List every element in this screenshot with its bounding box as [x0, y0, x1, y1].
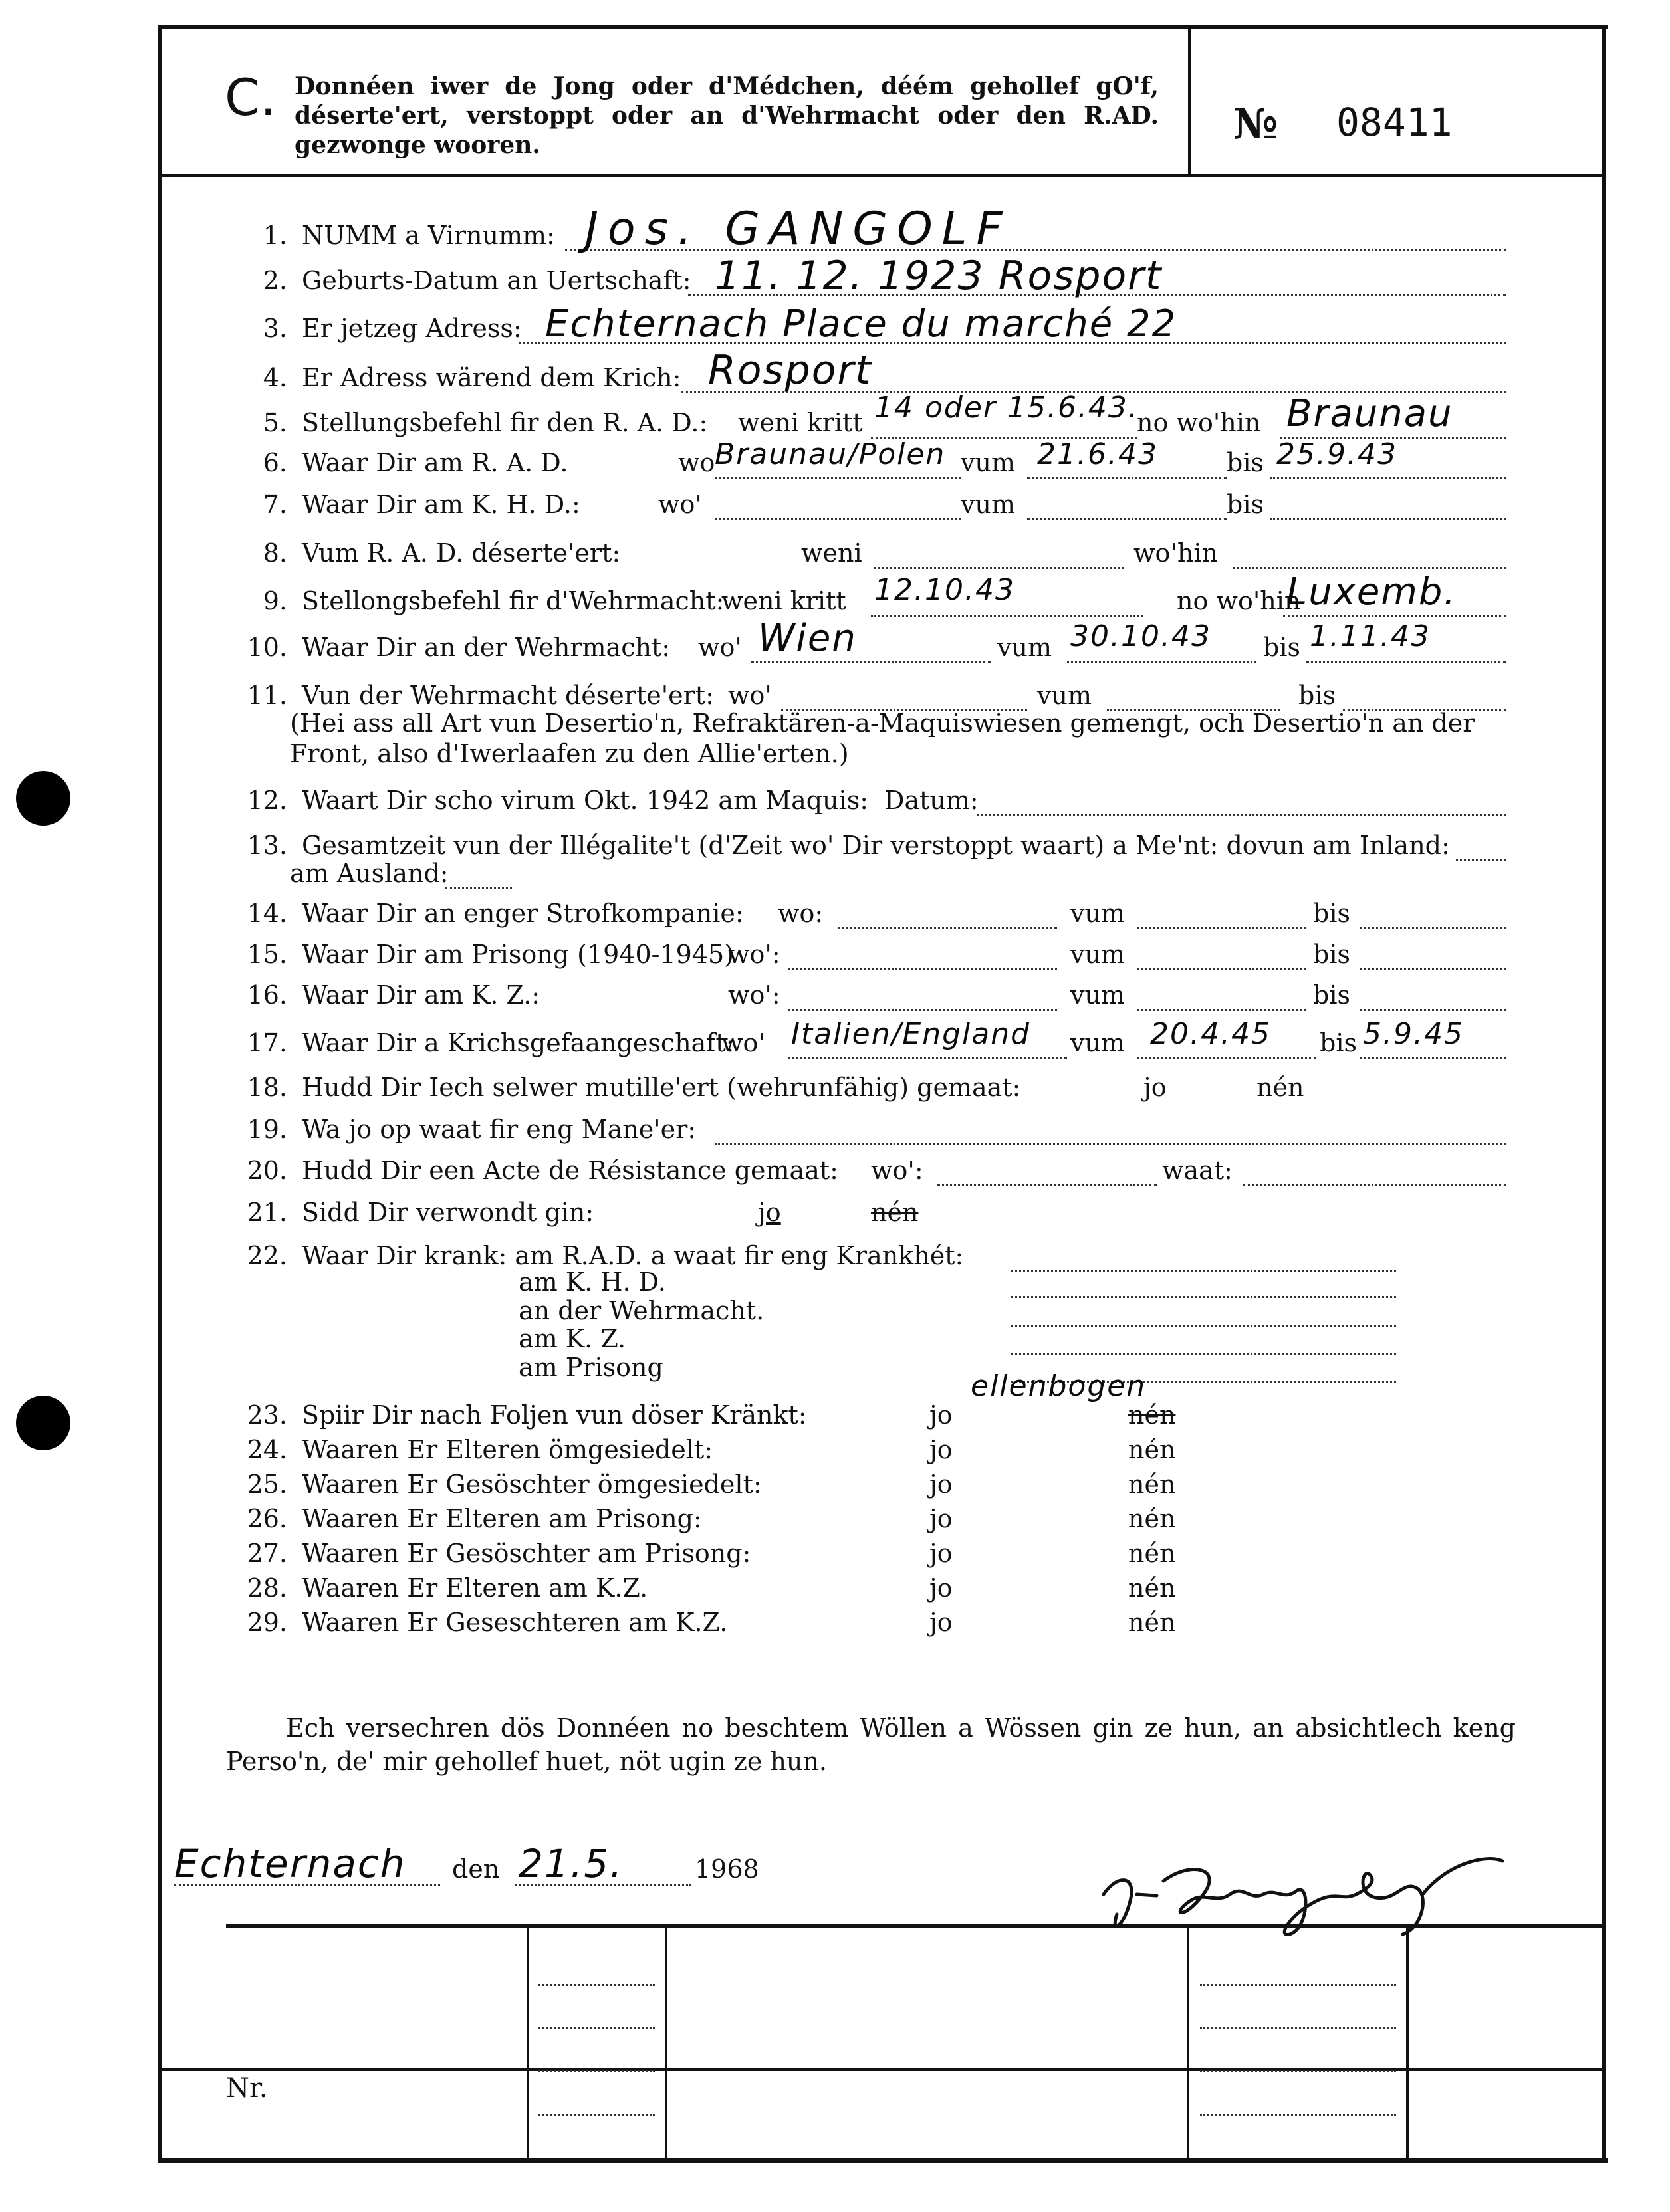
row-6 [226, 447, 568, 479]
row-number: 21. [247, 1198, 287, 1227]
fill-line [1243, 1184, 1506, 1186]
row-number: 27. [247, 1539, 287, 1568]
row-label: Waart Dir scho virum Okt. 1942 am Maquis: [302, 786, 869, 815]
signing-place[interactable]: Echternach [174, 1841, 406, 1886]
fill-line [1067, 661, 1256, 663]
row-number: 26. [247, 1504, 287, 1533]
jo-option[interactable]: jo [929, 1435, 953, 1464]
waat-label: waat: [1162, 1156, 1233, 1185]
nen-option[interactable]: nén [1128, 1608, 1176, 1637]
bis-label: bis [1227, 448, 1264, 477]
row-5 [226, 407, 707, 439]
captivity-from-value[interactable]: 20.4.45 [1150, 1017, 1271, 1051]
fill-line [788, 1057, 1067, 1059]
year-label: 1968 [695, 1854, 759, 1884]
row-20 [226, 1155, 838, 1186]
row-number: 5. [263, 408, 287, 437]
footer-column-line [1187, 1924, 1189, 2160]
vum-label: vum [1070, 940, 1125, 969]
nen-option[interactable]: nén [1128, 1504, 1176, 1533]
row-label: Geburts-Datum an Uertschaft: [302, 266, 691, 295]
fill-line [871, 615, 1143, 617]
fill-line [1011, 1325, 1396, 1327]
frame-left-border [158, 25, 162, 2162]
vum-label: vum [1070, 899, 1125, 928]
wehrmacht-place-value[interactable]: Wien [758, 617, 857, 660]
section-heading: Donnéen iwer de Jong oder d'Médchen, déém gehollef gO'f, déserte'ert, verstoppt oder an d'Wehrmacht oder den R.AD. gezwonge wooren. [295, 72, 1159, 159]
wohin-label: no wo'hin [1137, 408, 1261, 437]
fill-line [1200, 2114, 1396, 2116]
row-number: 15. [247, 940, 287, 969]
fill-line [1137, 927, 1306, 929]
punch-hole [16, 771, 70, 826]
vum-label: vum [961, 490, 1015, 519]
wehrmacht-to-value[interactable]: 1.11.43 [1310, 619, 1431, 653]
rad-from-value[interactable]: 21.6.43 [1037, 437, 1158, 471]
nen-option[interactable]: nén [1128, 1400, 1176, 1430]
vum-label: vum [1070, 1028, 1125, 1057]
row-number: 6. [263, 448, 287, 477]
row-16 [226, 979, 540, 1011]
row-label: Waar Dir am Prisong (1940-1945) [302, 940, 734, 969]
nen-option[interactable]: nén [1128, 1573, 1176, 1603]
wo-label: wo' [658, 490, 702, 519]
fill-line [538, 1984, 655, 1986]
address-value[interactable]: Echternach Place du marché 22 [545, 302, 1177, 346]
fill-line [174, 1884, 440, 1886]
fill-line [1270, 477, 1506, 479]
birth-value[interactable]: 11. 12. 1923 Rosport [715, 253, 1163, 299]
footer-column-line [1406, 1924, 1409, 2160]
row-17 [226, 1027, 734, 1059]
fill-line [1011, 1353, 1396, 1355]
fill-line [1233, 567, 1506, 569]
row-label: Waaren Er Elteren am K.Z. [302, 1573, 648, 1603]
jo-option[interactable]: jo [929, 1400, 953, 1430]
row-label: Er jetzeg Adress: [302, 314, 522, 343]
bis-label: bis [1320, 1028, 1357, 1057]
nr-label: Nr. [226, 2073, 268, 2104]
fill-line [1137, 1009, 1306, 1011]
row-label: Spiir Dir nach Foljen vun döser Kränkt: [302, 1400, 807, 1430]
row-number: 23. [247, 1400, 287, 1430]
row-8 [226, 537, 620, 569]
jo-option[interactable]: jo [929, 1608, 953, 1637]
header-number-divider [1188, 25, 1191, 177]
vum-label: vum [997, 633, 1052, 662]
fill-line [1200, 2027, 1396, 2029]
jo-option[interactable]: jo [929, 1573, 953, 1603]
fill-line [1283, 615, 1506, 617]
row-number: 29. [247, 1608, 287, 1637]
row-number: 1. [263, 221, 287, 250]
row-29 [226, 1606, 727, 1638]
row-number: 20. [247, 1156, 287, 1185]
row-21 [226, 1196, 594, 1228]
frame-top-border [158, 25, 1608, 29]
row-13 [226, 830, 1450, 861]
fill-line [715, 1143, 1506, 1145]
fill-line [1360, 927, 1506, 929]
frame-bottom-border [158, 2158, 1608, 2163]
fill-line [715, 518, 961, 520]
fill-line [1011, 1270, 1396, 1272]
row-label: Er Adress wärend dem Krich: [302, 363, 681, 392]
row-number: 28. [247, 1573, 287, 1603]
weni-label: weni kritt [721, 586, 846, 615]
fill-line [1360, 1009, 1506, 1011]
fill-line [1360, 1057, 1506, 1059]
row-14 [226, 897, 744, 929]
row-9 [226, 585, 724, 617]
signing-date[interactable]: 21.5. [519, 1841, 624, 1886]
row-12 [226, 784, 868, 816]
wohin-label: wo'hin [1133, 538, 1218, 568]
weni-label: weni [801, 538, 862, 568]
jo-option[interactable]: jo [929, 1470, 953, 1499]
fill-line [1306, 661, 1506, 663]
row-number: 7. [263, 490, 287, 519]
row-label: Waar Dir an der Wehrmacht: [302, 633, 671, 662]
fill-line [1027, 518, 1227, 520]
row-label: Waaren Er Geseschteren am K.Z. [302, 1608, 728, 1637]
fill-line [977, 814, 1506, 816]
fill-line [1200, 1984, 1396, 1986]
fill-line [788, 968, 1057, 970]
row-2 [226, 265, 691, 296]
row-27 [226, 1537, 751, 1569]
row-label: Waar Dir am R. A. D. [302, 448, 568, 477]
bis-label: bis [1227, 490, 1264, 519]
den-label: den [452, 1854, 500, 1884]
row-number: 19. [247, 1115, 287, 1144]
row-number: 13. [247, 831, 287, 860]
illness-sub-khd: am K. H. D. [519, 1268, 666, 1297]
fill-line [1027, 477, 1227, 479]
fill-line [1137, 1057, 1316, 1059]
wohin-label: no wo'hin [1177, 586, 1301, 615]
illness-sub-wehrmacht: an der Wehrmacht. [519, 1296, 765, 1325]
jo-option[interactable]: jo [929, 1539, 953, 1568]
section-letter: C. [225, 68, 277, 127]
fill-line [445, 887, 512, 889]
row-label: Waar Dir am K. H. D.: [302, 490, 580, 519]
nen-option[interactable]: nén [1128, 1539, 1176, 1568]
bis-label: bis [1313, 899, 1350, 928]
row-18 [226, 1071, 1020, 1103]
fill-line [751, 661, 991, 663]
row-number: 10. [247, 633, 287, 662]
footer-column-line [527, 1924, 529, 2160]
wehrmacht-order-date[interactable]: 12.10.43 [874, 573, 1015, 607]
fill-line [538, 2114, 655, 2116]
fill-line [538, 2027, 655, 2029]
row-4 [226, 362, 681, 393]
row-25 [226, 1468, 762, 1500]
row-11 [226, 679, 714, 711]
row-number: 8. [263, 538, 287, 568]
fill-line [1200, 2070, 1396, 2072]
row-label: Hudd Dir Iech selwer mutille'ert (wehrunfähig) gemaat: [302, 1073, 1021, 1102]
row-label: Stellongsbefehl fir d'Wehrmacht: [302, 586, 725, 615]
row-number: 17. [247, 1028, 287, 1057]
ausland-label: am Ausland: [290, 859, 449, 888]
wo-label: wo' [678, 448, 722, 477]
rad-order-place[interactable]: Braunau [1286, 392, 1453, 435]
row-number: 9. [263, 586, 287, 615]
row-label: Waaren Er Gesöschter ömgesiedelt: [302, 1470, 762, 1499]
number-symbol: № [1233, 100, 1278, 148]
wounded-no-option[interactable]: nén [871, 1198, 919, 1227]
row-28 [226, 1572, 648, 1604]
row-11-note: (Hei ass all Art vun Desertio'n, Refraktären-a-Maquiswiesen gemengt, och Desertio'n an der Front, also d'Iwerlaafen zu den Allie'erten.) [290, 709, 1475, 768]
wo-label: wo: [778, 899, 824, 928]
illness-consequence-value[interactable]: ellenbogen [971, 1369, 1147, 1403]
row-7 [226, 489, 580, 520]
fill-line [1137, 968, 1306, 970]
datum-label: Datum: [884, 786, 979, 815]
illness-sub-kz: am K. Z. [519, 1324, 626, 1353]
row-number: 3. [263, 314, 287, 343]
row-label: Waaren Er Gesöschter am Prisong: [302, 1539, 751, 1568]
bis-label: bis [1313, 980, 1350, 1010]
rad-order-date[interactable]: 14 oder 15.6.43. [874, 391, 1139, 425]
fill-line [874, 567, 1124, 569]
captivity-to-value[interactable]: 5.9.45 [1363, 1017, 1464, 1051]
row-label: Hudd Dir een Acte de Résistance gemaat: [302, 1156, 838, 1185]
punch-hole [16, 1396, 70, 1450]
nen-option[interactable]: nén [1128, 1435, 1176, 1464]
row-number: 25. [247, 1470, 287, 1499]
row-label: Waar Dir krank: am R.A.D. a waat fir eng Krankhét: [302, 1241, 964, 1270]
wo-label: wo': [871, 1156, 923, 1185]
wo-label: wo' [728, 681, 772, 710]
nen-option[interactable]: nén [1128, 1470, 1176, 1499]
fill-line [1011, 1296, 1396, 1298]
jo-option[interactable]: jo [1143, 1073, 1167, 1102]
frame-right-border [1602, 25, 1606, 2162]
bis-label: bis [1263, 633, 1300, 662]
row-label: Waar Dir a Krichsgefaangeschaft: [302, 1028, 735, 1057]
fill-line [715, 477, 961, 479]
rad-place-value[interactable]: Braunau/Polen [715, 437, 946, 471]
fill-line [937, 1184, 1157, 1186]
row-label: Vun der Wehrmacht déserte'ert: [302, 681, 714, 710]
fill-line [838, 927, 1057, 929]
vum-label: vum [1070, 980, 1125, 1010]
row-label: Waaren Er Elteren ömgesiedelt: [302, 1435, 713, 1464]
row-number: 12. [247, 786, 287, 815]
row-24 [226, 1434, 713, 1466]
weni-label: weni kritt [738, 408, 863, 437]
wo-label: wo' [698, 633, 742, 662]
row-number: 2. [263, 266, 287, 295]
fill-line [1456, 859, 1506, 861]
jo-option[interactable]: jo [929, 1504, 953, 1533]
fill-line [788, 1009, 1057, 1011]
row-label: Gesamtzeit vun der Illégalite't (d'Zeit wo' Dir verstoppt waart) a Me'nt: dovun am Inland: [302, 831, 1450, 860]
row-19 [226, 1113, 696, 1145]
wehrmacht-from-value[interactable]: 30.10.43 [1070, 619, 1211, 653]
row-number: 18. [247, 1073, 287, 1102]
wo-label: wo': [728, 940, 780, 969]
row-number: 24. [247, 1435, 287, 1464]
declaration-text: Ech versechren dös Donnéen no beschtem Wöllen a Wössen gin ze hun, an absichtlech keng Perso'n, de' mir gehollef huet, nöt ugin ze hun. [226, 1714, 1516, 1776]
signature-image [1090, 1854, 1556, 1954]
war-address-value[interactable]: Rosport [708, 347, 872, 393]
row-label: NUMM a Virnumm: [302, 221, 555, 250]
row-number: 14. [247, 899, 287, 928]
row-10 [226, 631, 670, 663]
fill-line [1270, 518, 1506, 520]
fill-line [1360, 968, 1506, 970]
row-label: Waaren Er Elteren am Prisong: [302, 1504, 702, 1533]
name-value[interactable]: Jos. GANGOLF [585, 203, 1012, 255]
illness-sub-prisong: am Prisong [519, 1353, 663, 1382]
row-label: Vum R. A. D. déserte'ert: [302, 538, 621, 568]
nen-option[interactable]: nén [1256, 1073, 1304, 1102]
row-23 [226, 1399, 807, 1431]
row-number: 11. [247, 681, 287, 710]
row-label: Stellungsbefehl fir den R. A. D.: [302, 408, 708, 437]
header-separator [158, 174, 1604, 177]
vum-label: vum [1037, 681, 1092, 710]
row-label: Waar Dir an enger Strofkompanie: [302, 899, 744, 928]
row-15 [226, 939, 734, 970]
vum-label: vum [961, 448, 1015, 477]
rad-to-value[interactable]: 25.9.43 [1276, 437, 1397, 471]
form-number: 08411 [1336, 100, 1453, 145]
row-1 [226, 219, 555, 251]
wo-label: wo' [721, 1028, 765, 1057]
row-label: Wa jo op waat fir eng Mane'er: [302, 1115, 697, 1144]
row-label: Sidd Dir verwondt gin: [302, 1198, 594, 1227]
row-number: 22. [247, 1241, 287, 1270]
fill-line [538, 2070, 655, 2072]
wo-label: wo': [728, 980, 780, 1010]
bis-label: bis [1298, 681, 1336, 710]
row-label: Waar Dir am K. Z.: [302, 980, 540, 1010]
footer-column-line [665, 1924, 667, 2160]
wounded-yes-option[interactable]: jo [758, 1198, 781, 1227]
bis-label: bis [1313, 940, 1350, 969]
row-26 [226, 1503, 702, 1535]
row-3 [226, 312, 522, 344]
row-number: 4. [263, 363, 287, 392]
wehrmacht-order-place[interactable]: Luxemb. [1286, 570, 1457, 613]
captivity-place-value[interactable]: Italien/England [791, 1017, 1031, 1051]
row-number: 16. [247, 980, 287, 1010]
